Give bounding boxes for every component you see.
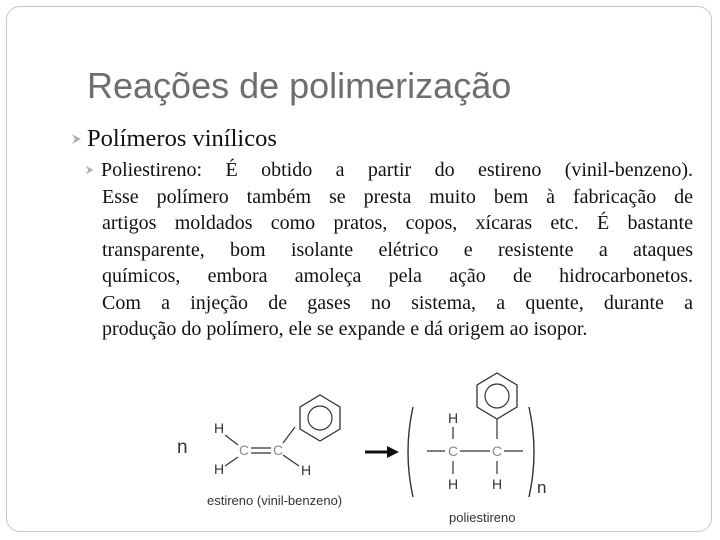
atom-h-top: H [214,420,225,436]
paragraph-line: transparente, bom isolante elétrico e resistente a ataques [102,238,693,261]
styrene-structure [177,395,342,508]
bond [225,457,238,466]
bullet-arrow-icon [83,163,97,177]
coefficient-n: n [177,437,188,458]
paragraph-line: Com a injeção de gases no sistema, a quente, durante a [102,291,693,314]
polystyrene-structure [408,373,546,525]
slide [6,6,712,532]
polymerization-diagram [177,371,577,531]
atom-c1: C [239,442,250,458]
bullet-level-1-text: Polímeros vinílicos [87,125,277,152]
benzene-circle [308,406,332,430]
atom-h-bottom1: H [448,476,459,492]
benzene-ring [477,373,517,419]
left-bracket [408,407,413,497]
benzene-ring [300,395,340,441]
benzene-circle [485,384,509,408]
atom-h-bottom2: H [492,476,503,492]
atom-h-top: H [448,410,459,426]
right-bracket [529,407,534,497]
bullet-level-2 [83,157,693,343]
polystyrene-caption: poliestireno [449,510,516,525]
atom-c2: C [273,442,284,458]
atom-h-bottom: H [214,461,225,477]
subscript-n: n [537,478,547,497]
atom-c2: C [492,443,503,459]
paragraph-line [83,157,693,184]
bullet-level-1 [69,125,277,153]
bond [283,455,299,466]
paragraph-line: Esse polímero também se presta muito bem à fabricação de [102,185,693,208]
atom-c1: C [448,443,459,459]
bond [283,427,295,443]
bond [225,435,238,445]
paragraph-line: produção do polímero, ele se expande e dá origem ao isopor. [102,318,588,340]
paragraph-line-text: Poliestireno: É obtido a partir do estireno (vinil-benzeno). [101,159,693,181]
paragraph-line: químicos, embora amoleça pela ação de hidrocarbonetos. [102,265,693,287]
paragraph-line: artigos moldados como pratos, copos, xícaras etc. É bastante [102,212,693,234]
styrene-caption: estireno (vinil-benzeno) [207,493,343,508]
bullet-arrow-icon [69,131,85,147]
atom-h-right: H [301,462,312,478]
slide-title: Reações de polimerização [87,65,512,106]
reaction-arrow [365,446,399,458]
